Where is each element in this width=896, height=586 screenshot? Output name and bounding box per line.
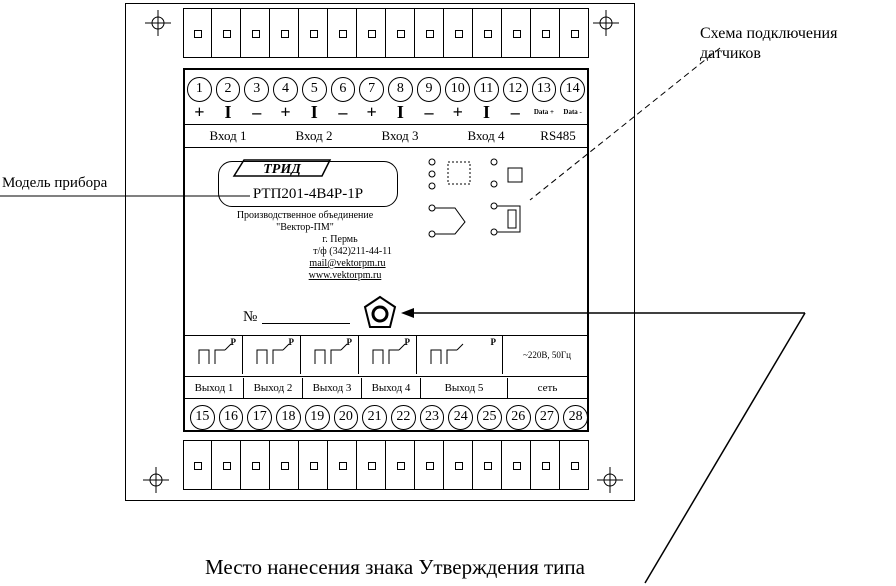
top-terminal-8: 8: [388, 77, 413, 102]
bottom-terminal-27: 27: [535, 405, 560, 430]
model-name: РТП201-4В4Р-1Р: [252, 186, 364, 202]
manufacturer-city: г. Пермь: [322, 234, 358, 245]
relay-mark: P: [404, 337, 410, 347]
top-terminal-3: 3: [244, 77, 269, 102]
bottom-terminal-28: 28: [563, 405, 588, 430]
terminal-sign: +: [366, 102, 377, 122]
bottom-terminal-22: 22: [391, 405, 416, 430]
manufacturer-website: www.vektorpm.ru: [308, 270, 382, 281]
approval-arrow-head: [401, 308, 414, 318]
relay-mark: P: [346, 337, 352, 347]
terminal-sign: I: [396, 102, 404, 122]
bottom-terminal-15: 15: [190, 405, 215, 430]
top-terminal-12: 12: [503, 77, 528, 102]
bottom-terminal-17: 17: [247, 405, 272, 430]
manufacturer-line-2: "Вектор-ПМ": [276, 222, 334, 233]
top-terminal-13: 13: [532, 77, 557, 102]
top-terminal-4: 4: [273, 77, 298, 102]
top-terminal-7: 7: [359, 77, 384, 102]
bottom-terminal-23: 23: [420, 405, 445, 430]
top-terminal-10: 10: [445, 77, 470, 102]
top-terminal-6: 6: [331, 77, 356, 102]
output-2-label: Выход 2: [244, 378, 303, 398]
bottom-terminal-21: 21: [362, 405, 387, 430]
bottom-terminal-16: 16: [219, 405, 244, 430]
top-terminal-1: 1: [187, 77, 212, 102]
bottom-terminal-20: 20: [334, 405, 359, 430]
power-spec: ~220В, 50Гц: [523, 350, 571, 360]
bottom-terminal-24: 24: [448, 405, 473, 430]
bottom-terminal-26: 26: [506, 405, 531, 430]
top-terminal-5: 5: [302, 77, 327, 102]
input-3-label: Вход 3: [381, 128, 419, 143]
top-terminal-11: 11: [474, 77, 499, 102]
relay-mark: P: [288, 337, 294, 347]
terminal-sign: I: [482, 102, 490, 122]
terminal-sign: –: [510, 102, 520, 122]
terminal-sign: Data -: [563, 108, 582, 116]
logo-text: ТРИД: [263, 162, 301, 177]
manufacturer-line-1: Производственное объединение: [236, 210, 374, 221]
approval-leader-line-1: [645, 313, 805, 583]
output-3-label: Выход 3: [303, 378, 362, 398]
relay-mark: P: [230, 337, 236, 347]
approval-mark-callout: Место нанесения знака Утверждения типа: [205, 555, 585, 579]
terminal-sign: –: [424, 102, 434, 122]
bottom-terminal-18: 18: [276, 405, 301, 430]
input-1-label: Вход 1: [209, 128, 247, 143]
terminal-sign: I: [310, 102, 318, 122]
model-callout: Модель прибора: [2, 175, 108, 191]
terminal-sign: –: [338, 102, 348, 122]
terminal-sign: –: [252, 102, 262, 122]
bottom-terminal-25: 25: [477, 405, 502, 430]
terminal-sign: +: [194, 102, 205, 122]
terminal-sign: +: [280, 102, 291, 122]
terminal-sign: Data +: [533, 108, 554, 116]
sensor-scheme-callout: Схема подключения датчиков: [700, 25, 838, 62]
mains-label: сеть: [537, 382, 558, 394]
terminal-sign: I: [224, 102, 232, 122]
top-terminal-2: 2: [216, 77, 241, 102]
relay-mark: P: [490, 337, 496, 347]
output-5-label: Выход 5: [421, 378, 508, 398]
sensor-scheme-leader-line: [530, 48, 720, 200]
output-1-label: Выход 1: [185, 378, 244, 398]
input-4-label: Вход 4: [467, 128, 505, 143]
top-terminal-14: 14: [560, 77, 585, 102]
terminal-sign: +: [452, 102, 463, 122]
serial-number-label: №: [243, 309, 258, 325]
input-2-label: Вход 2: [295, 128, 333, 143]
top-terminal-9: 9: [417, 77, 442, 102]
manufacturer-phone: т/ф (342)211-44-11: [313, 246, 392, 257]
bottom-terminal-19: 19: [305, 405, 330, 430]
manufacturer-email: mail@vektorpm.ru: [309, 258, 386, 269]
output-4-label: Выход 4: [362, 378, 421, 398]
rs485-label: RS485: [540, 128, 576, 143]
